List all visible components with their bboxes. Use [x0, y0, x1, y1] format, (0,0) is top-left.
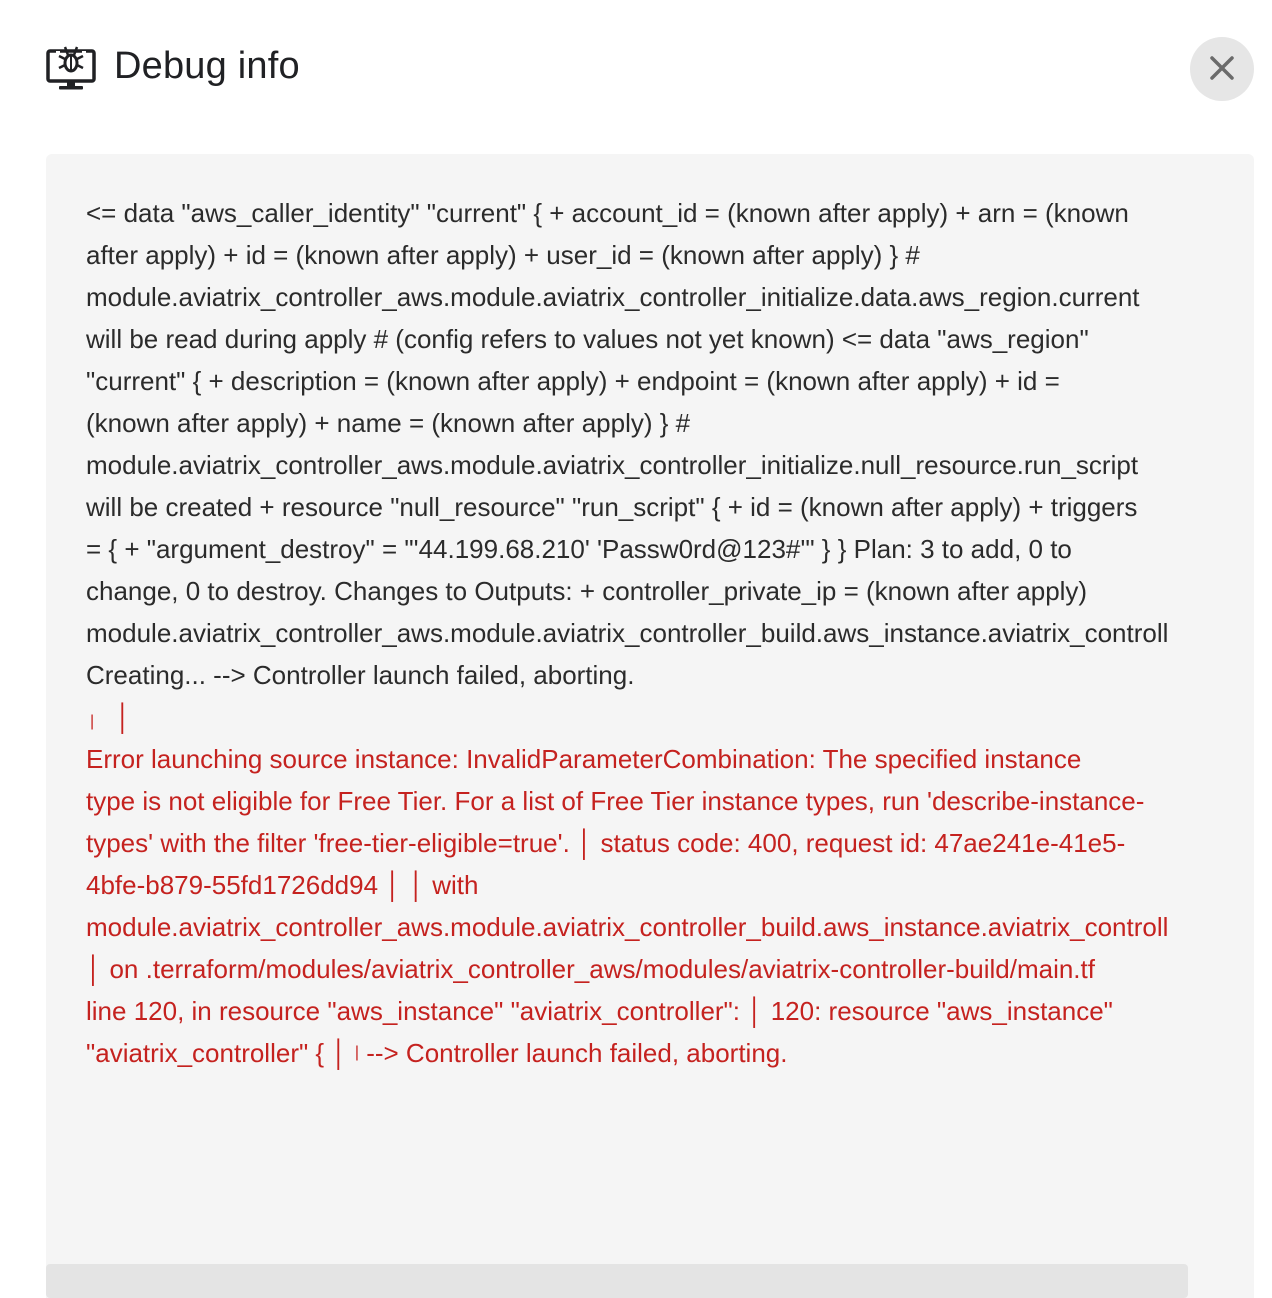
debug-log-content [86, 192, 1248, 1074]
log-line: module.aviatrix_controller_aws.module.aviatrix_controller_build.aws_instance.aviatrix_controll [86, 618, 1169, 648]
debug-log-panel[interactable] [46, 154, 1254, 1298]
log-line: "current" { + description = (known after apply) + endpoint = (known after apply) + id = [86, 366, 1060, 396]
log-marker-line [86, 696, 1248, 738]
error-line: types' with the filter 'free-tier-eligible=true'. │ status code: 400, request id: 47ae241e-41e5- [86, 828, 1126, 858]
error-line: type is not eligible for Free Tier. For a list of Free Tier instance types, run 'describe-instance- [86, 786, 1145, 816]
error-line: line 120, in resource "aws_instance" "aviatrix_controller": │ 120: resource "aws_instance" [86, 996, 1113, 1026]
log-line: Creating... --> Controller launch failed, aborting. [86, 660, 635, 690]
log-line: module.aviatrix_controller_aws.module.aviatrix_controller_initialize.data.aws_region.current [86, 282, 1140, 312]
log-line: module.aviatrix_controller_aws.module.aviatrix_controller_initialize.null_resource.run_script [86, 450, 1139, 480]
log-marker-large: │ [115, 702, 132, 732]
dialog-title: Debug info [114, 44, 300, 87]
log-line: = { + "argument_destroy" = "'44.199.68.210' 'Passw0rd@123#'" } } Plan: 3 to add, 0 to [86, 534, 1072, 564]
error-line: 4bfe-b879-55fd1726dd94 │ │ with [86, 870, 479, 900]
error-line: module.aviatrix_controller_aws.module.aviatrix_controller_build.aws_instance.aviatrix_controll [86, 912, 1169, 942]
log-line: will be read during apply # (config refers to values not yet known) <= data "aws_region" [86, 324, 1089, 354]
log-marker-small: | [90, 713, 95, 730]
error-line: Error launching source instance: InvalidParameterCombination: The specified instance [86, 744, 1082, 774]
log-line: <= data "aws_caller_identity" "current" { + account_id = (known after apply) + arn = (known [86, 198, 1129, 228]
log-line: (known after apply) + name = (known after apply) } # [86, 408, 691, 438]
horizontal-scrollbar[interactable] [46, 1264, 1188, 1298]
close-icon [1209, 55, 1235, 84]
close-button[interactable] [1190, 37, 1254, 101]
error-line: │ on .terraform/modules/aviatrix_controller_aws/modules/aviatrix-controller-build/main.tf [86, 954, 1095, 984]
log-line: change, 0 to destroy. Changes to Outputs: + controller_private_ip = (known after apply) [86, 576, 1088, 606]
log-line: will be created + resource "null_resource" "run_script" { + id = (known after apply) + triggers [86, 492, 1138, 522]
log-line: after apply) + id = (known after apply) + user_id = (known after apply) } # [86, 240, 920, 270]
error-line-last [86, 1032, 1248, 1074]
error-line-text: "aviatrix_controller" { │ [86, 1038, 355, 1068]
error-line-tail: --> Controller launch failed, aborting. [358, 1038, 788, 1068]
bug-monitor-icon [46, 41, 96, 91]
log-marker-small: | [354, 1044, 359, 1061]
dialog-header [46, 36, 300, 96]
